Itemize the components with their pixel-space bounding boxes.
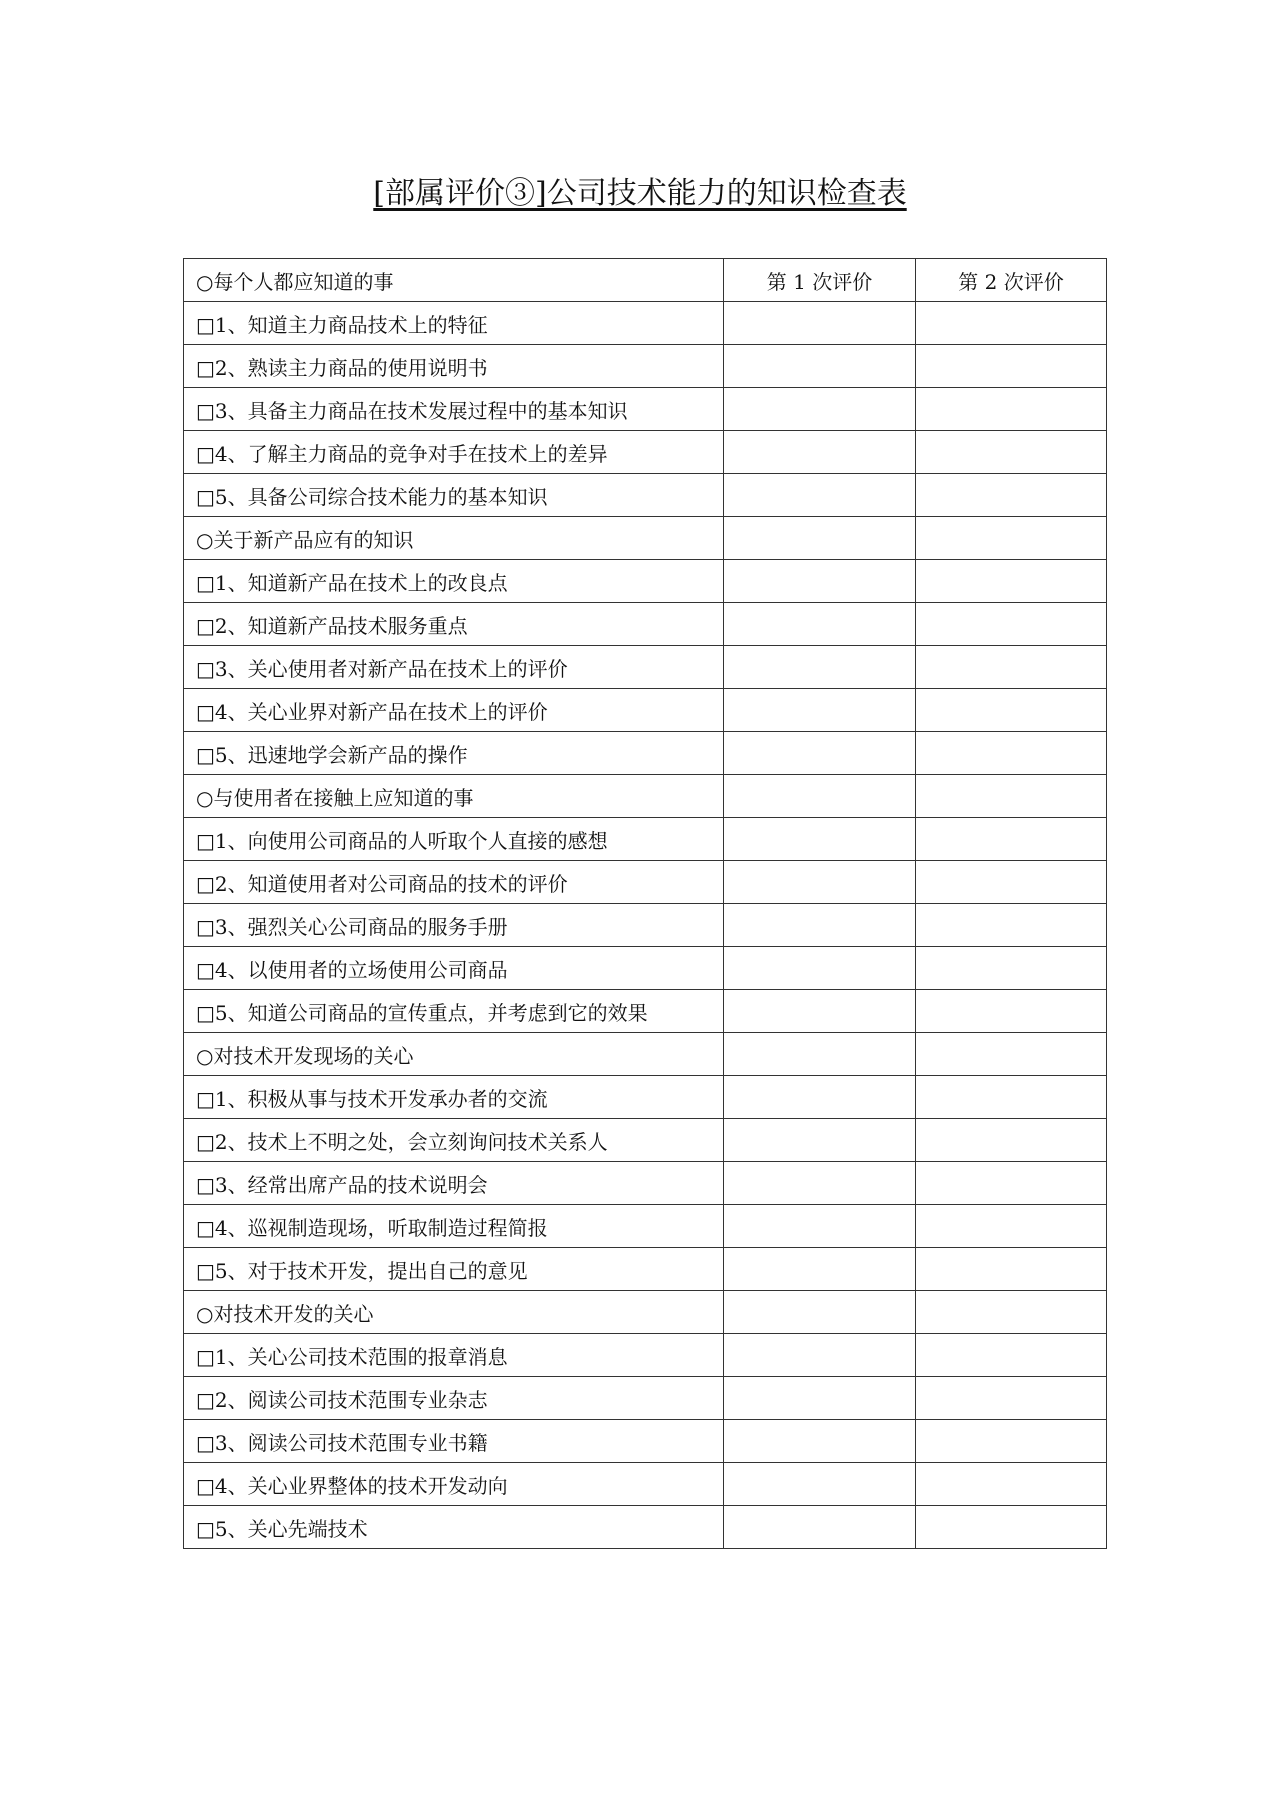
checklist-row	[184, 1334, 1107, 1377]
item-label: □2、知道使用者对公司商品的技术的评价	[184, 861, 724, 904]
checklist-row	[184, 345, 1107, 388]
evaluation-1-cell[interactable]	[724, 904, 916, 947]
checklist-row	[184, 818, 1107, 861]
evaluation-2-cell[interactable]	[916, 431, 1107, 474]
checklist-row	[184, 990, 1107, 1033]
evaluation-1-cell[interactable]	[724, 431, 916, 474]
section-row	[184, 517, 1107, 560]
item-label: ○与使用者在接触上应知道的事	[184, 775, 724, 818]
evaluation-2-cell[interactable]	[916, 861, 1107, 904]
checklist-row	[184, 947, 1107, 990]
checklist-row	[184, 861, 1107, 904]
item-label: □5、对于技术开发，提出自己的意见	[184, 1248, 724, 1291]
evaluation-2-cell[interactable]	[916, 1420, 1107, 1463]
evaluation-2-cell[interactable]	[916, 560, 1107, 603]
evaluation-2-cell[interactable]	[916, 1463, 1107, 1506]
evaluation-2-cell[interactable]	[916, 1248, 1107, 1291]
evaluation-2-cell[interactable]	[916, 1033, 1107, 1076]
item-label: ○每个人都应知道的事	[184, 259, 724, 302]
evaluation-2-cell[interactable]	[916, 990, 1107, 1033]
checklist-row	[184, 1463, 1107, 1506]
evaluation-2-cell[interactable]	[916, 1119, 1107, 1162]
evaluation-1-cell[interactable]	[724, 947, 916, 990]
item-label: □1、向使用公司商品的人听取个人直接的感想	[184, 818, 724, 861]
item-label: □4、以使用者的立场使用公司商品	[184, 947, 724, 990]
checklist-row	[184, 474, 1107, 517]
checklist-row	[184, 431, 1107, 474]
item-label: □2、阅读公司技术范围专业杂志	[184, 1377, 724, 1420]
evaluation-1-cell[interactable]	[724, 861, 916, 904]
item-label: □1、知道主力商品技术上的特征	[184, 302, 724, 345]
item-label: □5、具备公司综合技术能力的基本知识	[184, 474, 724, 517]
evaluation-2-cell[interactable]	[916, 603, 1107, 646]
checklist-row	[184, 1506, 1107, 1549]
header-evaluation-1: 第 1 次评价	[724, 259, 916, 302]
evaluation-2-cell[interactable]	[916, 474, 1107, 517]
evaluation-1-cell[interactable]	[724, 689, 916, 732]
item-label: □5、关心先端技术	[184, 1506, 724, 1549]
checklist-row	[184, 646, 1107, 689]
evaluation-1-cell[interactable]	[724, 517, 916, 560]
evaluation-2-cell[interactable]	[916, 1291, 1107, 1334]
evaluation-1-cell[interactable]	[724, 1076, 916, 1119]
checklist-row	[184, 1119, 1107, 1162]
item-label: □4、了解主力商品的竞争对手在技术上的差异	[184, 431, 724, 474]
evaluation-2-cell[interactable]	[916, 1506, 1107, 1549]
evaluation-2-cell[interactable]	[916, 818, 1107, 861]
evaluation-2-cell[interactable]	[916, 517, 1107, 560]
checklist-row	[184, 1205, 1107, 1248]
evaluation-1-cell[interactable]	[724, 818, 916, 861]
evaluation-2-cell[interactable]	[916, 345, 1107, 388]
item-label: □4、关心业界对新产品在技术上的评价	[184, 689, 724, 732]
evaluation-2-cell[interactable]	[916, 904, 1107, 947]
item-label: □5、迅速地学会新产品的操作	[184, 732, 724, 775]
section-row	[184, 1291, 1107, 1334]
evaluation-2-cell[interactable]	[916, 1076, 1107, 1119]
section-row	[184, 775, 1107, 818]
evaluation-2-cell[interactable]	[916, 302, 1107, 345]
evaluation-2-cell[interactable]	[916, 1334, 1107, 1377]
evaluation-1-cell[interactable]	[724, 1291, 916, 1334]
evaluation-1-cell[interactable]	[724, 345, 916, 388]
evaluation-1-cell[interactable]	[724, 1033, 916, 1076]
evaluation-1-cell[interactable]	[724, 990, 916, 1033]
evaluation-1-cell[interactable]	[724, 560, 916, 603]
header-evaluation-2: 第 2 次评价	[916, 259, 1107, 302]
evaluation-2-cell[interactable]	[916, 732, 1107, 775]
item-label: ○关于新产品应有的知识	[184, 517, 724, 560]
evaluation-2-cell[interactable]	[916, 1205, 1107, 1248]
evaluation-1-cell[interactable]	[724, 1205, 916, 1248]
item-label: □3、阅读公司技术范围专业书籍	[184, 1420, 724, 1463]
checklist-row	[184, 603, 1107, 646]
evaluation-1-cell[interactable]	[724, 1420, 916, 1463]
checklist-row	[184, 1076, 1107, 1119]
checklist-row	[184, 560, 1107, 603]
item-label: □4、巡视制造现场，听取制造过程简报	[184, 1205, 724, 1248]
item-label: ○对技术开发的关心	[184, 1291, 724, 1334]
evaluation-1-cell[interactable]	[724, 1506, 916, 1549]
item-label: □4、关心业界整体的技术开发动向	[184, 1463, 724, 1506]
page-title: [部属评价③]公司技术能力的知识检查表	[373, 176, 907, 211]
checklist-row	[184, 1377, 1107, 1420]
evaluation-1-cell[interactable]	[724, 1463, 916, 1506]
evaluation-2-cell[interactable]	[916, 689, 1107, 732]
item-label: □2、知道新产品技术服务重点	[184, 603, 724, 646]
evaluation-2-cell[interactable]	[916, 388, 1107, 431]
item-label: □1、知道新产品在技术上的改良点	[184, 560, 724, 603]
checklist-row	[184, 904, 1107, 947]
item-label: □3、强烈关心公司商品的服务手册	[184, 904, 724, 947]
checklist-row	[184, 1420, 1107, 1463]
evaluation-2-cell[interactable]	[916, 1377, 1107, 1420]
item-label: □3、具备主力商品在技术发展过程中的基本知识	[184, 388, 724, 431]
section-row	[184, 259, 1107, 302]
evaluation-1-cell[interactable]	[724, 1377, 916, 1420]
checklist-row	[184, 388, 1107, 431]
section-row	[184, 1033, 1107, 1076]
item-label: □2、技术上不明之处，会立刻询问技术关系人	[184, 1119, 724, 1162]
evaluation-1-cell[interactable]	[724, 388, 916, 431]
evaluation-1-cell[interactable]	[724, 1162, 916, 1205]
evaluation-1-cell[interactable]	[724, 603, 916, 646]
item-label: ○对技术开发现场的关心	[184, 1033, 724, 1076]
evaluation-2-cell[interactable]	[916, 775, 1107, 818]
checklist-table	[183, 258, 1107, 1549]
item-label: □3、关心使用者对新产品在技术上的评价	[184, 646, 724, 689]
evaluation-1-cell[interactable]	[724, 474, 916, 517]
evaluation-2-cell[interactable]	[916, 646, 1107, 689]
evaluation-1-cell[interactable]	[724, 1119, 916, 1162]
checklist-row	[184, 732, 1107, 775]
checklist-row	[184, 1248, 1107, 1291]
item-label: □3、经常出席产品的技术说明会	[184, 1162, 724, 1205]
evaluation-1-cell[interactable]	[724, 302, 916, 345]
item-label: □1、积极从事与技术开发承办者的交流	[184, 1076, 724, 1119]
evaluation-1-cell[interactable]	[724, 1334, 916, 1377]
item-label: □2、熟读主力商品的使用说明书	[184, 345, 724, 388]
evaluation-1-cell[interactable]	[724, 775, 916, 818]
evaluation-2-cell[interactable]	[916, 1162, 1107, 1205]
checklist-row	[184, 302, 1107, 345]
evaluation-1-cell[interactable]	[724, 646, 916, 689]
evaluation-1-cell[interactable]	[724, 1248, 916, 1291]
checklist-row	[184, 1162, 1107, 1205]
item-label: □5、知道公司商品的宣传重点，并考虑到它的效果	[184, 990, 724, 1033]
checklist-row	[184, 689, 1107, 732]
evaluation-2-cell[interactable]	[916, 947, 1107, 990]
evaluation-1-cell[interactable]	[724, 732, 916, 775]
item-label: □1、关心公司技术范围的报章消息	[184, 1334, 724, 1377]
